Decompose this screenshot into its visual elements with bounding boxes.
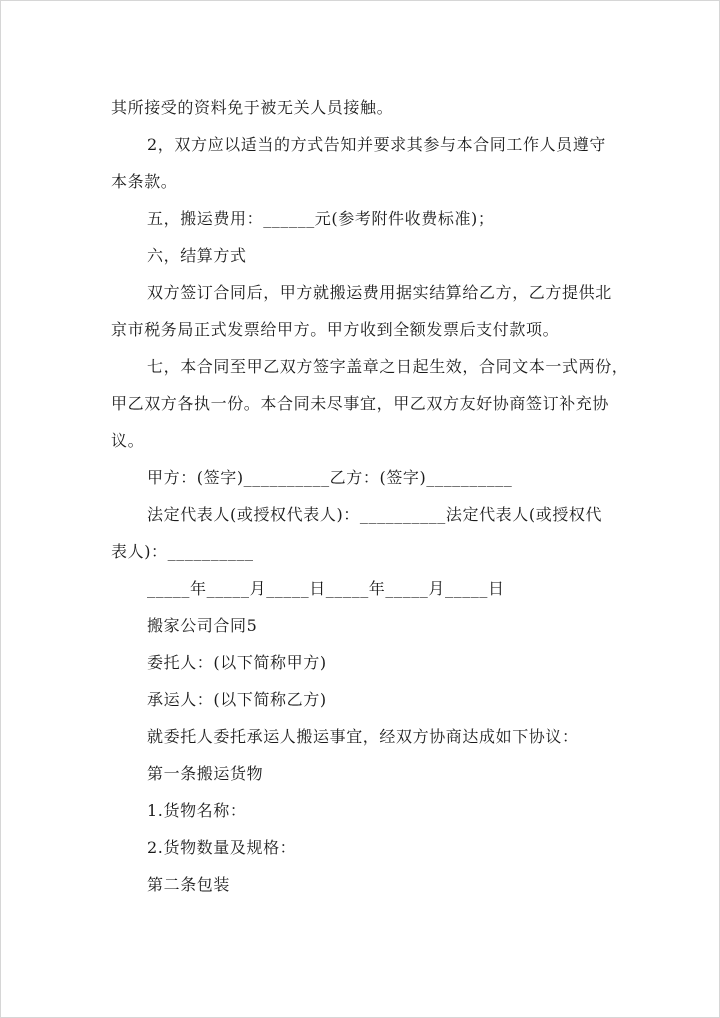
representative-line: 法定代表人(或授权代表人)：__________法定代表人(或授权代	[147, 505, 603, 524]
party-line: 委托人：(以下简称甲方)	[147, 653, 327, 672]
list-item: 2.货物数量及规格：	[147, 838, 297, 857]
article-heading: 第一条搬运货物	[147, 764, 264, 783]
paragraph-line: 七，本合同至甲乙双方签字盖章之日起生效，合同文本一式两份，	[147, 357, 629, 376]
party-line: 承运人：(以下简称乙方)	[147, 690, 327, 709]
list-item: 1.货物名称：	[147, 801, 247, 820]
section-heading: 五，搬运费用：______元(参考附件收费标准)；	[147, 209, 495, 228]
section-heading: 六，结算方式	[147, 246, 247, 265]
paragraph-line: 2，双方应以适当的方式告知并要求其参与本合同工作人员遵守	[147, 135, 606, 154]
paragraph-line: 议。	[111, 431, 145, 450]
contract-title: 搬家公司合同5	[147, 616, 258, 635]
paragraph-line: 双方签订合同后，甲方就搬运费用据实结算给乙方，乙方提供北	[147, 283, 612, 302]
representative-line: 表人)：__________	[111, 542, 254, 561]
document-body	[111, 89, 629, 903]
paragraph-line: 本条款。	[111, 172, 178, 191]
paragraph-line: 京市税务局正式发票给甲方。甲方收到全额发票后支付款项。	[111, 320, 560, 339]
date-line: _____年_____月_____日_____年_____月_____日	[147, 579, 505, 598]
paragraph-line: 就委托人委托承运人搬运事宜，经双方协商达成如下协议：	[147, 727, 579, 746]
paragraph-line: 甲乙双方各执一份。本合同未尽事宜，甲乙双方友好协商签订补充协	[111, 394, 610, 413]
paragraph-line: 其所接受的资料免于被无关人员接触。	[111, 98, 394, 117]
article-heading: 第二条包装	[147, 875, 231, 894]
signature-line: 甲方：(签字)__________乙方：(签字)__________	[147, 468, 513, 487]
